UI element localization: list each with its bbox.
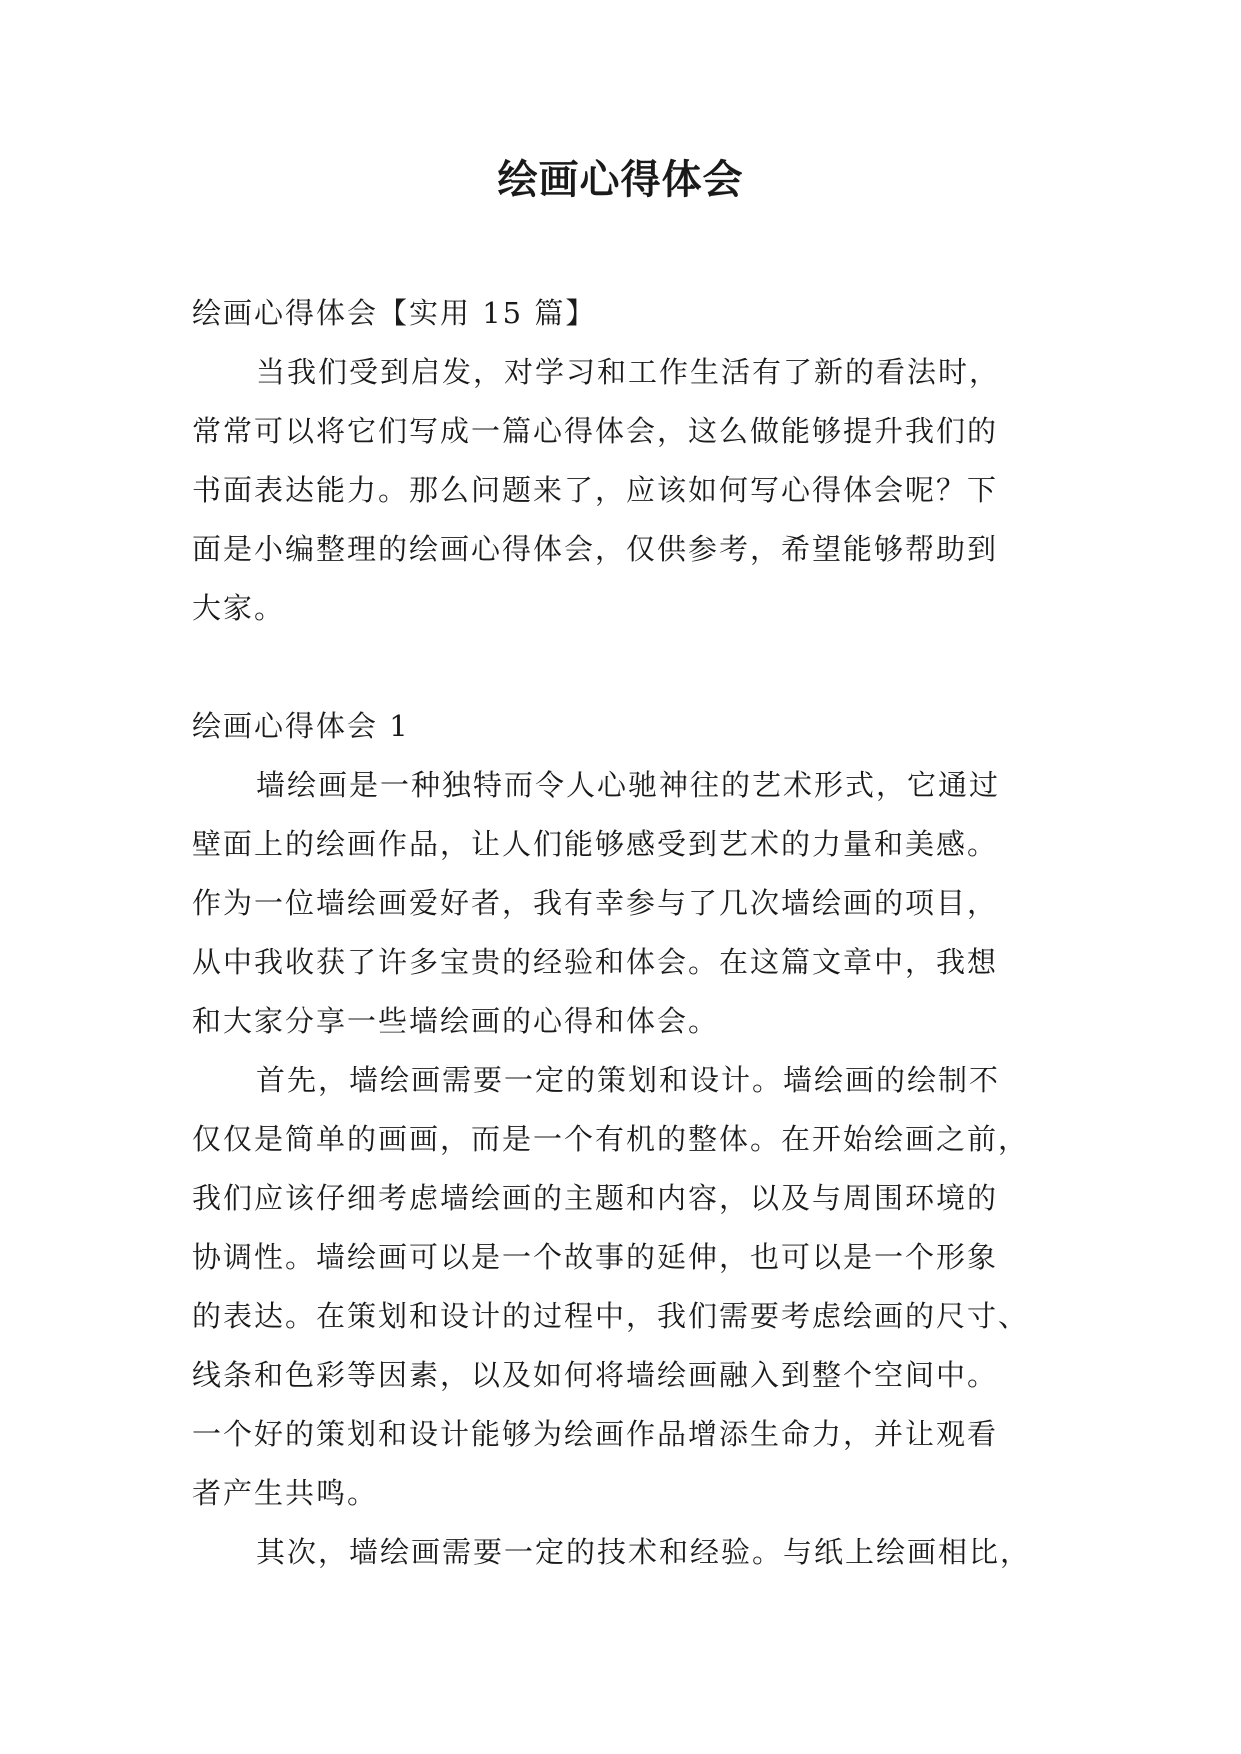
- paragraph-line: 其次，墙绘画需要一定的技术和经验。与纸上绘画相比，: [256, 1535, 1032, 1569]
- intro-line: 大家。: [192, 591, 286, 625]
- intro-line: 面是小编整理的绘画心得体会，仅供参考，希望能够帮助到: [192, 532, 999, 566]
- paragraph-line: 首先，墙绘画需要一定的策划和设计。墙绘画的绘制不: [256, 1063, 1001, 1097]
- paragraph-line: 墙绘画是一种独特而令人心驰神往的艺术形式，它通过: [256, 768, 1001, 802]
- paragraph-line: 一个好的策划和设计能够为绘画作品增添生命力，并让观看: [192, 1417, 999, 1451]
- paragraph-line: 和大家分享一些墙绘画的心得和体会。: [192, 1004, 720, 1038]
- intro-line: 书面表达能力。那么问题来了，应该如何写心得体会呢？下: [192, 473, 999, 507]
- intro-line: 当我们受到启发，对学习和工作生活有了新的看法时，: [256, 355, 1001, 389]
- section-heading: 绘画心得体会 1: [192, 709, 410, 743]
- intro-line: 常常可以将它们写成一篇心得体会，这么做能够提升我们的: [192, 414, 999, 448]
- paragraph-gap: [192, 638, 1062, 697]
- document-title: 绘画心得体会: [497, 157, 744, 203]
- paragraph-line: 从中我收获了许多宝贵的经验和体会。在这篇文章中，我想: [192, 945, 999, 979]
- paragraph-line: 者产生共鸣。: [192, 1476, 379, 1510]
- paragraph-line: 作为一位墙绘画爱好者，我有幸参与了几次墙绘画的项目，: [192, 886, 999, 920]
- paragraph-line: 壁面上的绘画作品，让人们能够感受到艺术的力量和美感。: [192, 827, 999, 861]
- paragraph-line: 仅仅是简单的画画，而是一个有机的整体。在开始绘画之前，: [192, 1122, 1030, 1156]
- paragraph-line: 协调性。墙绘画可以是一个故事的延伸，也可以是一个形象: [192, 1240, 999, 1274]
- paragraph-line: 我们应该仔细考虑墙绘画的主题和内容，以及与周围环境的: [192, 1181, 999, 1215]
- document-subtitle: 绘画心得体会【实用 15 篇】: [192, 296, 597, 330]
- paragraph-line: 线条和色彩等因素，以及如何将墙绘画融入到整个空间中。: [192, 1358, 999, 1392]
- paragraph-line: 的表达。在策划和设计的过程中，我们需要考虑绘画的尺寸、: [192, 1299, 1030, 1333]
- document-body: [192, 284, 1062, 1582]
